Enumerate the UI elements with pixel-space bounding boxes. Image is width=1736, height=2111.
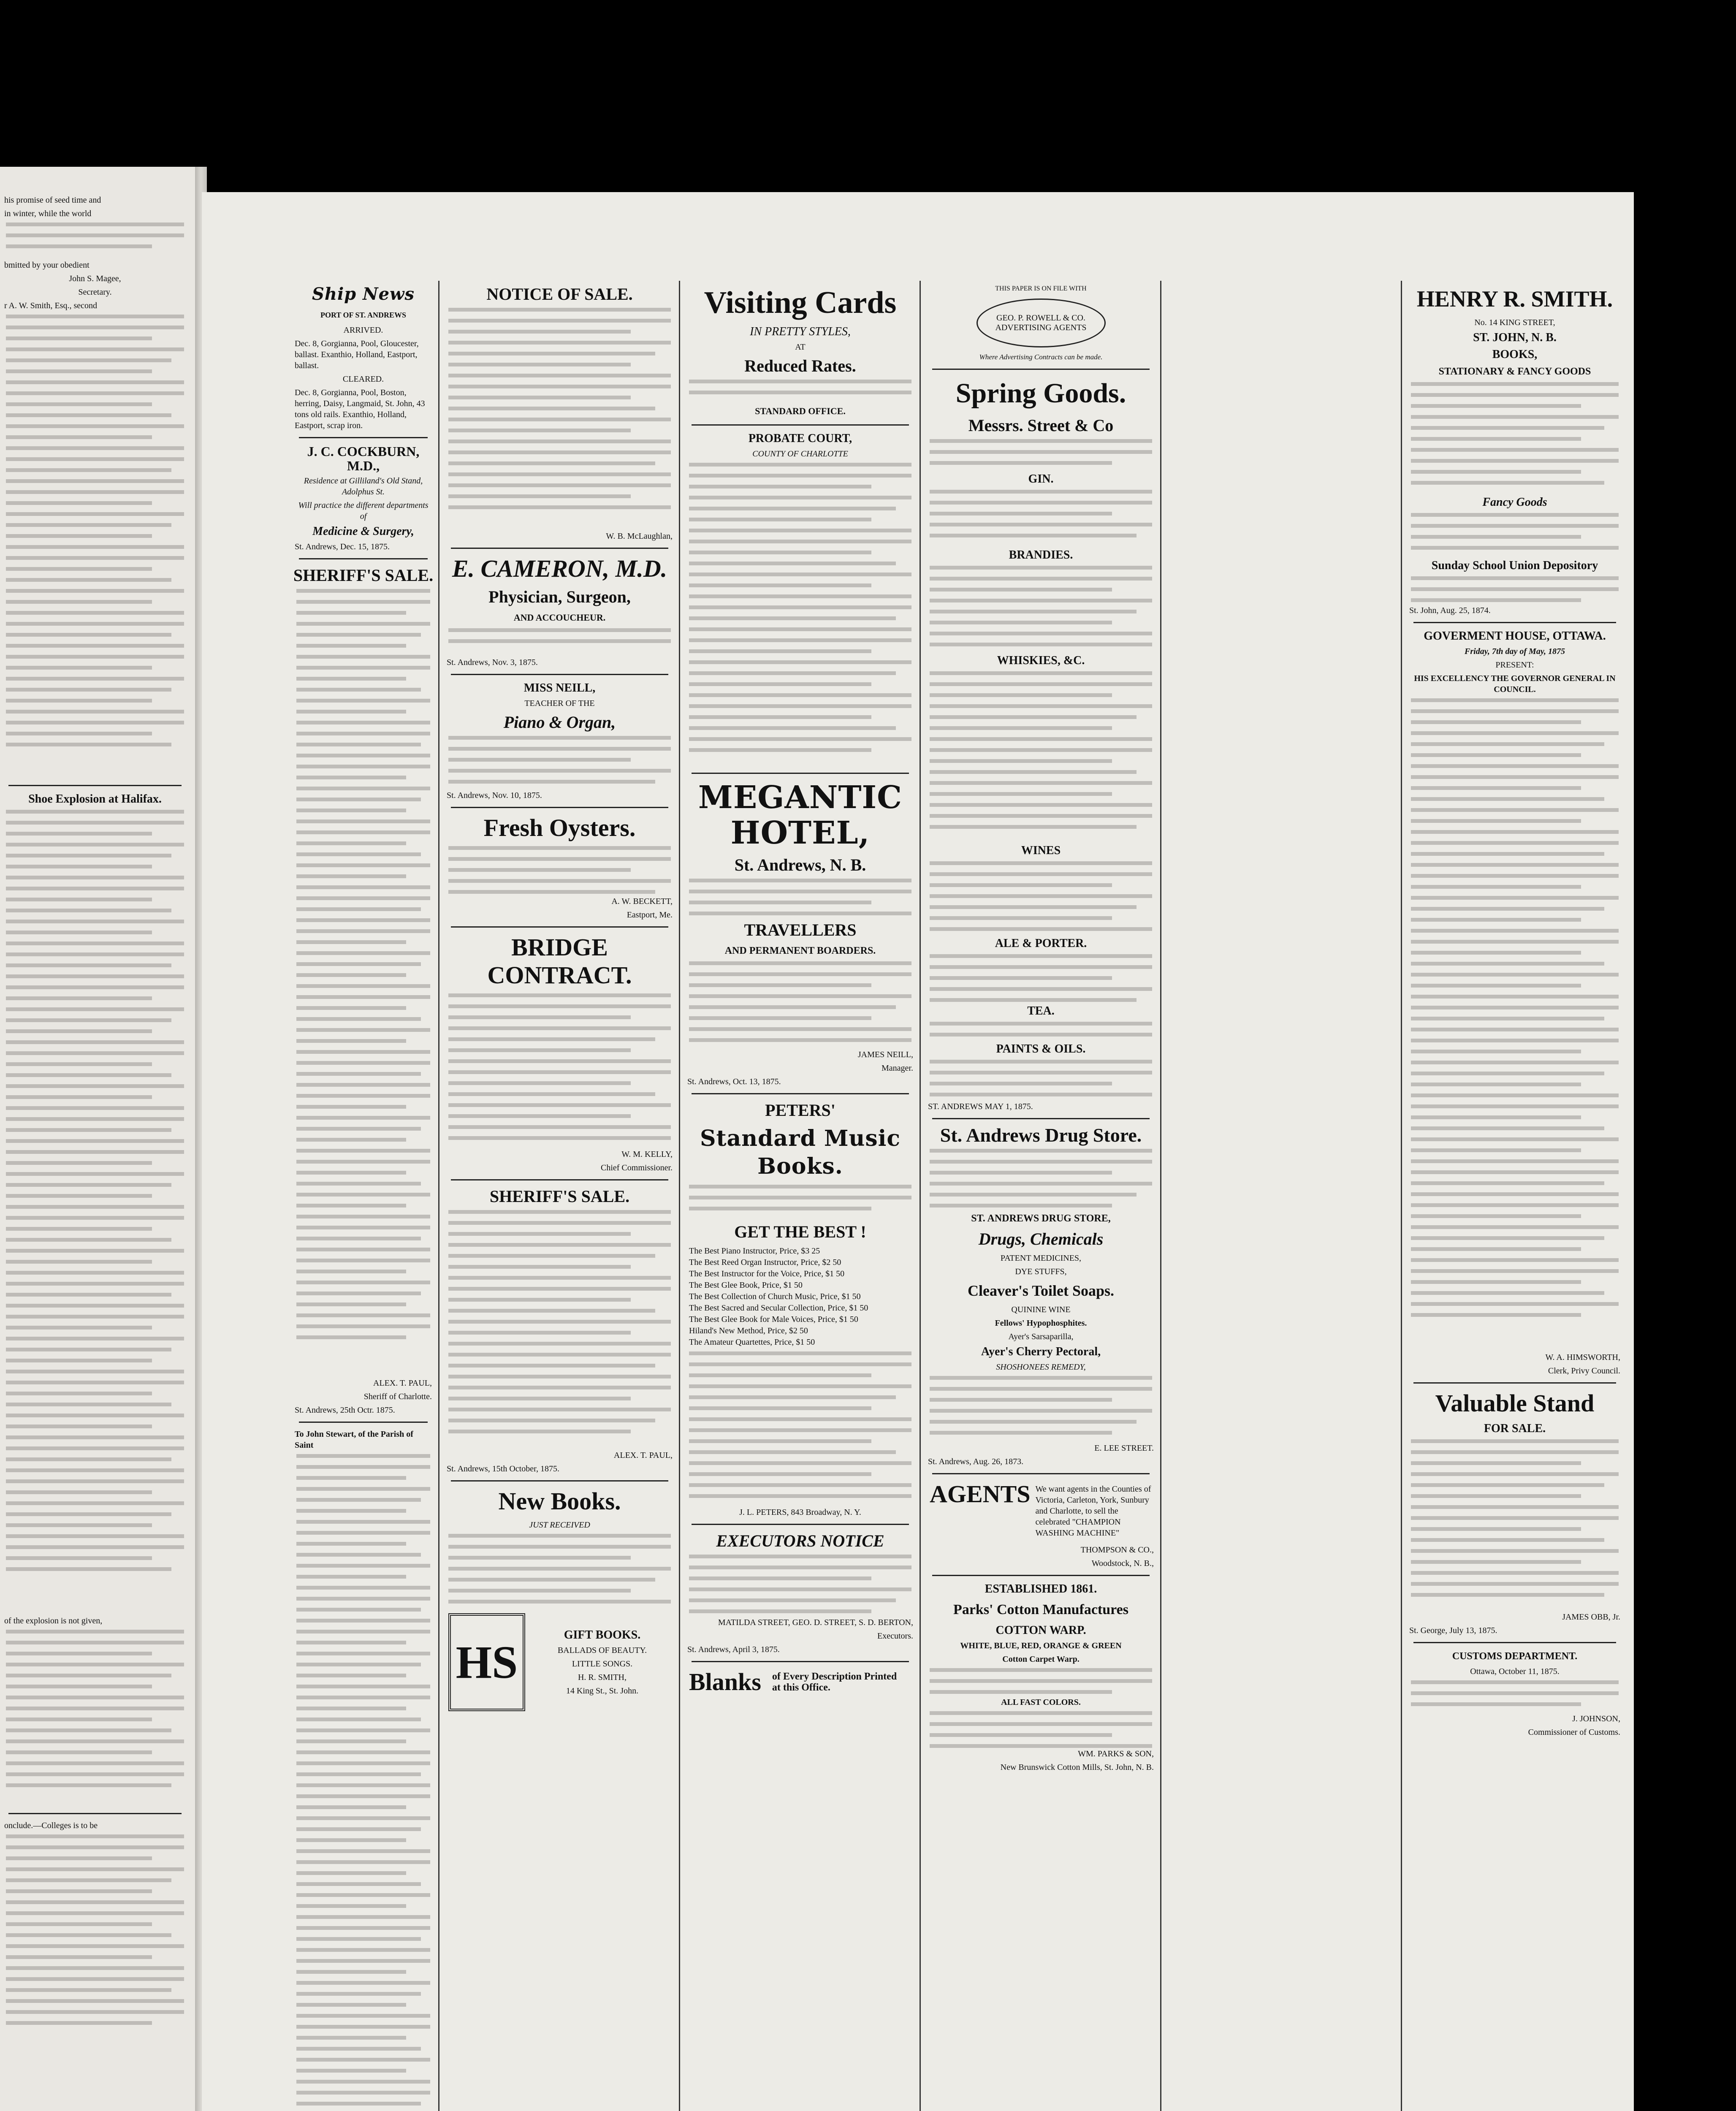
bridge-role: Chief Commissioner. bbox=[601, 1163, 673, 1172]
music-book-item: The Best Glee Book, Price, $1 50 bbox=[689, 1281, 803, 1290]
gin-heading: GIN. bbox=[1028, 472, 1054, 486]
soaps-heading: Cleaver's Toilet Soaps. bbox=[967, 1282, 1115, 1299]
sheriff2-sign: ALEX. T. PAUL, bbox=[613, 1451, 673, 1460]
govt-role: Clerk, Privy Council. bbox=[1548, 1366, 1620, 1376]
sheriff-date: St. Andrews, 25th Octr. 1875. bbox=[295, 1406, 395, 1415]
music-book-item: The Best Piano Instructor, Price, $3 25 bbox=[689, 1246, 820, 1256]
parks-sign: WM. PARKS & SON, bbox=[1078, 1749, 1154, 1758]
physician-title: Physician, Surgeon, bbox=[488, 587, 631, 606]
brandies-heading: BRANDIES. bbox=[1009, 548, 1073, 562]
hotel-role: Manager. bbox=[882, 1064, 913, 1073]
standard-office: STANDARD OFFICE. bbox=[755, 406, 846, 416]
doctor-specialty: Medicine & Surgery, bbox=[312, 525, 414, 538]
executors-date: St. Andrews, April 3, 1875. bbox=[687, 1645, 780, 1654]
ballads: BALLADS OF BEAUTY. bbox=[557, 1646, 647, 1655]
teacher-subject: Piano & Organ, bbox=[503, 713, 616, 732]
smith-name: HENRY R. SMITH. bbox=[1416, 286, 1613, 312]
cotton-warp: COTTON WARP. bbox=[995, 1624, 1086, 1637]
stand-sign: JAMES OBB, Jr. bbox=[1562, 1612, 1620, 1622]
music-book-item: The Best Sacred and Secular Collection, Price, $1 50 bbox=[689, 1303, 868, 1313]
music-book-item: The Best Reed Organ Instructor, Price, $2 50 bbox=[689, 1258, 841, 1267]
visiting-cards-title: Visiting Cards bbox=[704, 285, 897, 320]
established: ESTABLISHED 1861. bbox=[985, 1582, 1097, 1595]
music-book-item: The Best Glee Book for Male Voices, Price, $1 50 bbox=[689, 1315, 858, 1324]
ship-news-title: Ship News bbox=[312, 284, 415, 304]
smith-address: No. 14 KING STREET, bbox=[1474, 318, 1555, 327]
column-3 bbox=[683, 281, 917, 2111]
notice-of-sale-title: NOTICE OF SALE. bbox=[486, 285, 633, 304]
wines-heading: WINES bbox=[1021, 844, 1061, 857]
column-5 bbox=[1405, 281, 1625, 2111]
notice-sign: W. B. McLaughlan, bbox=[606, 532, 673, 541]
bridge-contract-title: BRIDGE CONTRACT. bbox=[487, 933, 632, 989]
column-4 bbox=[924, 281, 1158, 2111]
sheriff-sale-2-title: SHERIFF'S SALE. bbox=[489, 1187, 630, 1206]
blanks-text: of Every Description Printed at this Office. bbox=[772, 1671, 897, 1693]
paints-heading: PAINTS & OILS. bbox=[996, 1042, 1086, 1056]
column-1 bbox=[290, 281, 436, 2111]
left-headline: Shoe Explosion at Halifax. bbox=[28, 792, 162, 806]
left-line: Secretary. bbox=[78, 288, 112, 297]
drug-store-name: ST. ANDREWS DRUG STORE, bbox=[971, 1213, 1111, 1224]
customs-title: CUSTOMS DEPARTMENT. bbox=[1452, 1651, 1578, 1662]
ale-heading: ALE & PORTER. bbox=[995, 937, 1087, 950]
get-the-best: GET THE BEST ! bbox=[734, 1222, 866, 1241]
seller-address: 14 King St., St. John. bbox=[566, 1686, 639, 1696]
column-rule bbox=[438, 281, 439, 2111]
left-line: in winter, while the world bbox=[4, 209, 92, 218]
executors-role: Executors. bbox=[877, 1631, 913, 1641]
doctor-date: St. Andrews, Dec. 15, 1875. bbox=[295, 542, 390, 551]
newspaper-sheet bbox=[0, 167, 1634, 2111]
arrived-label: ARRIVED. bbox=[343, 326, 383, 335]
excellency: HIS EXCELLENCY THE GOVERNOR GENERAL IN COUNCIL. bbox=[1414, 674, 1616, 694]
standard-music-books-title: Standard Music Books. bbox=[700, 1126, 901, 1179]
new-books-sub: JUST RECEIVED bbox=[529, 1520, 590, 1530]
column-rule bbox=[1160, 281, 1161, 2111]
whiskies-heading: WHISKIES, &C. bbox=[997, 654, 1085, 667]
gift-books: GIFT BOOKS. bbox=[564, 1628, 641, 1642]
column-rule bbox=[1401, 281, 1402, 2111]
doctor-address: Residence at Gilliland's Old Stand, Adolphus St. bbox=[304, 476, 423, 497]
customs-sign: J. JOHNSON, bbox=[1572, 1714, 1620, 1723]
teacher-name: MISS NEILL, bbox=[524, 681, 596, 695]
customs-role: Commissioner of Customs. bbox=[1528, 1728, 1620, 1737]
music-book-list bbox=[683, 1245, 917, 1348]
sheriff2-date: St. Andrews, 15th October, 1875. bbox=[447, 1464, 559, 1473]
valuable-stand-title: Valuable Stand bbox=[1435, 1389, 1595, 1417]
dye-stuffs: DYE STUFFS, bbox=[1015, 1267, 1067, 1276]
column-2 bbox=[442, 281, 677, 2111]
port-subtitle: PORT OF ST. ANDREWS bbox=[320, 311, 407, 319]
drug-store-title: St. Andrews Drug Store. bbox=[940, 1124, 1142, 1146]
govt-date: Friday, 7th day of May, 1875 bbox=[1465, 647, 1565, 656]
agents-place: Woodstock, N. B., bbox=[1091, 1559, 1154, 1568]
agents-sign: THOMPSON & CO., bbox=[1080, 1545, 1154, 1555]
smith-city: ST. JOHN, N. B. bbox=[1473, 331, 1557, 344]
sheriff-role: Sheriff of Charlotte. bbox=[363, 1392, 432, 1401]
fast-colors: ALL FAST COLORS. bbox=[1001, 1698, 1081, 1707]
hotel-boarders: AND PERMANENT BOARDERS. bbox=[724, 945, 876, 956]
carpet-warp: Cotton Carpet Warp. bbox=[1002, 1655, 1080, 1664]
left-line: of the explosion is not given, bbox=[4, 1616, 103, 1625]
monogram-emblem: HS bbox=[448, 1613, 525, 1711]
music-publisher: J. L. PETERS, 843 Broadway, N. Y. bbox=[739, 1508, 861, 1517]
doctor-line: Will practice the different departments of bbox=[298, 501, 429, 521]
govt-sign: W. A. HIMSWORTH, bbox=[1545, 1353, 1620, 1362]
merchant-name: Messrs. Street & Co bbox=[968, 416, 1114, 435]
oysters-sign: A. W. BECKETT, bbox=[611, 897, 673, 906]
drug-sign: E. LEE STREET. bbox=[1094, 1444, 1154, 1453]
music-peters: PETERS' bbox=[765, 1101, 835, 1120]
fellows: Fellows' Hypophosphites. bbox=[995, 1319, 1087, 1328]
mortgage-to: To John Stewart, of the Parish of Saint bbox=[295, 1430, 413, 1450]
bridge-sign: W. M. KELLY, bbox=[621, 1150, 673, 1159]
left-line: John S. Magee, bbox=[69, 274, 121, 283]
advertising-agency-emblem: GEO. P. ROWELL & CO. ADVERTISING AGENTS bbox=[976, 298, 1106, 347]
doctor-name: J. C. COCKBURN, M.D., bbox=[307, 444, 420, 473]
customs-date: Ottawa, October 11, 1875. bbox=[1470, 1667, 1560, 1676]
right-page bbox=[202, 192, 1634, 2111]
left-line: r A. W. Smith, Esq., second bbox=[4, 301, 98, 310]
agents-title: AGENTS bbox=[930, 1480, 1031, 1508]
seller-name: H. R. SMITH, bbox=[578, 1673, 627, 1682]
hotel-travellers: TRAVELLERS bbox=[744, 920, 857, 939]
pectoral: Ayer's Cherry Pectoral, bbox=[981, 1345, 1101, 1358]
physician-date: St. Andrews, Nov. 3, 1875. bbox=[447, 658, 538, 667]
stand-date: St. George, July 13, 1875. bbox=[1409, 1626, 1497, 1635]
sunday-school: Sunday School Union Depository bbox=[1431, 559, 1598, 572]
hotel-name: MEGANTIC HOTEL, bbox=[698, 779, 903, 851]
stationary-heading: STATIONARY & FANCY GOODS bbox=[1438, 366, 1591, 377]
left-line: his promise of seed time and bbox=[4, 195, 101, 205]
where-ads: Where Advertising Contracts can be made. bbox=[979, 353, 1103, 361]
merchant-sign: ST. ANDREWS MAY 1, 1875. bbox=[928, 1102, 1033, 1111]
fancy-goods: Fancy Goods bbox=[1482, 496, 1547, 509]
visiting-cards-sub: IN PRETTY STYLES, bbox=[750, 325, 851, 338]
smith-date: St. John, Aug. 25, 1874. bbox=[1409, 606, 1491, 615]
sheriff-sign: ALEX. T. PAUL, bbox=[373, 1378, 432, 1388]
books-heading: BOOKS, bbox=[1492, 348, 1538, 361]
physician-name: E. CAMERON, M.D. bbox=[452, 555, 667, 582]
left-line: onclude.—Colleges is to be bbox=[4, 1821, 98, 1830]
arrived-text: Dec. 8, Gorgianna, Pool, Gloucester, ballast. Exanthio, Holland, Eastport, ballast. bbox=[295, 339, 419, 370]
executors-names: MATILDA STREET, GEO. D. STREET, S. D. BERTON, bbox=[718, 1618, 913, 1627]
quinine: QUININE WINE bbox=[1011, 1305, 1071, 1314]
cleared-text: Dec. 8, Gorgianna, Pool, Boston, herring, Daisy, Langmaid, St. John, 43 tons old rails. Exanthio, Holland, Eastport, scrap iron. bbox=[295, 388, 425, 430]
sheriff-sale-title: SHERIFF'S SALE. bbox=[293, 566, 434, 585]
probate-county: COUNTY OF CHARLOTTE bbox=[752, 449, 848, 459]
blanks-title: Blanks bbox=[689, 1668, 761, 1696]
govt-house-title: GOVERMENT HOUSE, OTTAWA. bbox=[1424, 630, 1606, 643]
music-book-item: The Best Instructor for the Voice, Price, $1 50 bbox=[689, 1269, 845, 1278]
parks-place: New Brunswick Cotton Mills, St. John, N. B. bbox=[1000, 1763, 1154, 1772]
oysters-title: Fresh Oysters. bbox=[483, 814, 636, 841]
hotel-place: St. Andrews, N. B. bbox=[734, 855, 866, 874]
little-songs: LITTLE SONGS. bbox=[572, 1659, 633, 1669]
present: PRESENT: bbox=[1495, 660, 1534, 670]
left-page-fragment bbox=[0, 167, 198, 2111]
spring-goods-title: Spring Goods. bbox=[955, 378, 1126, 409]
teacher-date: St. Andrews, Nov. 10, 1875. bbox=[447, 791, 542, 800]
music-book-item: The Amateur Quartettes, Price, $1 50 bbox=[689, 1338, 815, 1347]
new-books-title: New Books. bbox=[498, 1487, 621, 1515]
cleared-label: CLEARED. bbox=[342, 374, 384, 384]
column-rule bbox=[920, 281, 921, 2111]
tea-heading: TEA. bbox=[1027, 1004, 1055, 1018]
executors-notice-title: EXECUTORS NOTICE bbox=[716, 1531, 884, 1550]
oysters-place: Eastport, Me. bbox=[627, 910, 673, 920]
left-line: bmitted by your obedient bbox=[4, 260, 90, 270]
drugs-heading: Drugs, Chemicals bbox=[978, 1229, 1104, 1248]
drug-date: St. Andrews, Aug. 26, 1873. bbox=[928, 1457, 1024, 1466]
teacher-line: TEACHER OF THE bbox=[524, 699, 595, 708]
warp-colors: WHITE, BLUE, RED, ORANGE & GREEN bbox=[960, 1641, 1122, 1650]
probate-court-title: PROBATE COURT, bbox=[748, 432, 852, 445]
music-book-item: The Best Collection of Church Music, Price, $1 50 bbox=[689, 1292, 861, 1301]
music-book-item: Hiland's New Method, Price, $2 50 bbox=[689, 1326, 808, 1335]
valuable-stand-sub: FOR SALE. bbox=[1484, 1422, 1546, 1435]
sarsaparilla: Ayer's Sarsaparilla, bbox=[1008, 1332, 1074, 1341]
file-notice: THIS PAPER IS ON FILE WITH bbox=[995, 285, 1087, 292]
reduced-rates: Reduced Rates. bbox=[744, 356, 856, 375]
column-rule bbox=[679, 281, 680, 2111]
drugs-sub: PATENT MEDICINES, bbox=[1000, 1254, 1082, 1263]
parks-title: Parks' Cotton Manufactures bbox=[953, 1602, 1128, 1617]
visiting-cards-at: AT bbox=[795, 342, 806, 352]
physician-sub: AND ACCOUCHEUR. bbox=[513, 612, 606, 623]
shoshonees: SHOSHONEES REMEDY, bbox=[996, 1362, 1086, 1372]
agents-text: We want agents in the Counties of Victoria, Carleton, York, Sunbury and Charlotte, to sell the celebrated "CHAMPION WASHING MACHINE" bbox=[1035, 1484, 1151, 1538]
hotel-sign: JAMES NEILL, bbox=[857, 1050, 913, 1059]
hotel-date: St. Andrews, Oct. 13, 1875. bbox=[687, 1077, 781, 1086]
